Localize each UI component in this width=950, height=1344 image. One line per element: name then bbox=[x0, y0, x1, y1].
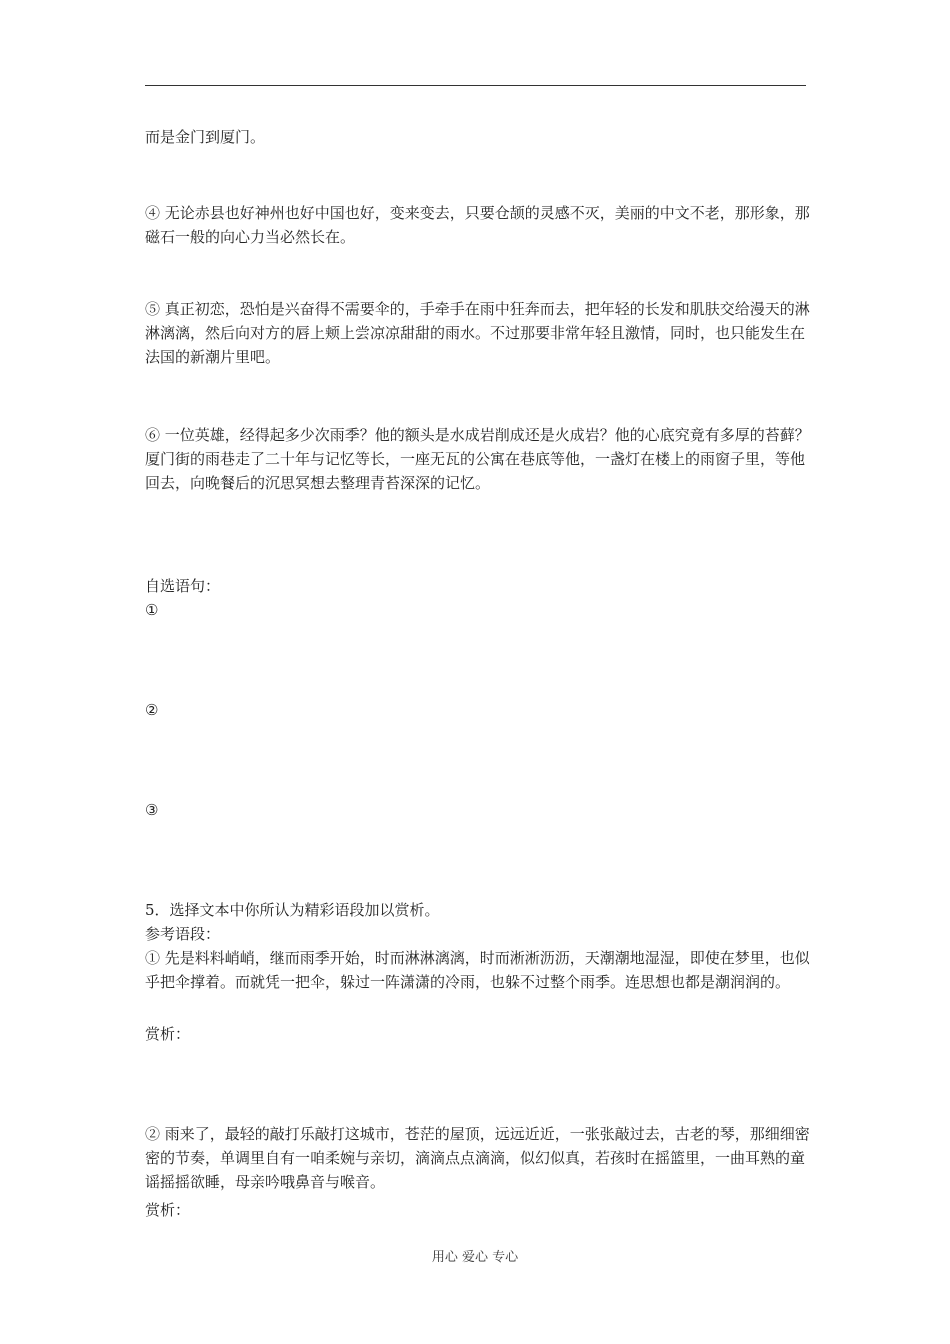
appreciation-label-2: 赏析： bbox=[145, 1201, 191, 1219]
self-select-label: 自选语句： bbox=[145, 577, 221, 595]
appreciation-label-1: 赏析： bbox=[145, 1025, 191, 1043]
page-footer: 用心 爱心 专心 bbox=[431, 1250, 519, 1265]
self-select-item-1: ① bbox=[145, 601, 159, 619]
header-rule bbox=[145, 85, 806, 86]
paragraph-continuation: 而是金门到厦门。 bbox=[145, 128, 266, 146]
reference-passage-1: ① 先是料料峭峭，继而雨季开始，时而淋淋漓漓，时而淅淅沥沥，天潮潮地湿湿，即使在梦里，也似乎把伞撑着。而就凭一把伞，躲过一阵潇潇的冷雨，也躲不过整个雨季。连思想也都是潮润润的。 bbox=[145, 949, 810, 991]
self-select-item-3: ③ bbox=[145, 801, 159, 819]
question-5-prompt: 5．选择文本中你所认为精彩语段加以赏析。 bbox=[145, 901, 440, 919]
reference-label: 参考语段： bbox=[145, 925, 221, 943]
reference-passage-2: ② 雨来了，最轻的敲打乐敲打这城市，苍茫的屋顶，远远近近，一张张敲过去，古老的琴，那细细密密的节奏，单调里自有一咱柔婉与亲切，滴滴点点滴滴，似幻似真，若孩时在摇篮里，一曲耳熟的童谣摇摇欲睡，母亲吟哦鼻音与喉音。 bbox=[145, 1125, 810, 1191]
paragraph-6: ⑥ 一位英雄，经得起多少次雨季？他的额头是水成岩削成还是火成岩？他的心底究竟有多厚的苔藓？厦门街的雨巷走了二十年与记忆等长，一座无瓦的公寓在巷底等他，一盏灯在楼上的雨窗子里，等他回去，向晚餐后的沉思冥想去整理青苔深深的记忆。 bbox=[145, 426, 810, 492]
paragraph-5: ⑤ 真正初恋，恐怕是兴奋得不需要伞的，手牵手在雨中狂奔而去，把年轻的长发和肌肤交给漫天的淋淋漓漓，然后向对方的唇上颊上尝凉凉甜甜的雨水。不过那要非常年轻且激情，同时，也只能发生在法国的新潮片里吧。 bbox=[145, 300, 810, 366]
self-select-item-2: ② bbox=[145, 701, 159, 719]
paragraph-4: ④ 无论赤县也好神州也好中国也好，变来变去，只要仓颉的灵感不灭，美丽的中文不老，那形象，那磁石一般的向心力当必然长在。 bbox=[145, 204, 810, 246]
